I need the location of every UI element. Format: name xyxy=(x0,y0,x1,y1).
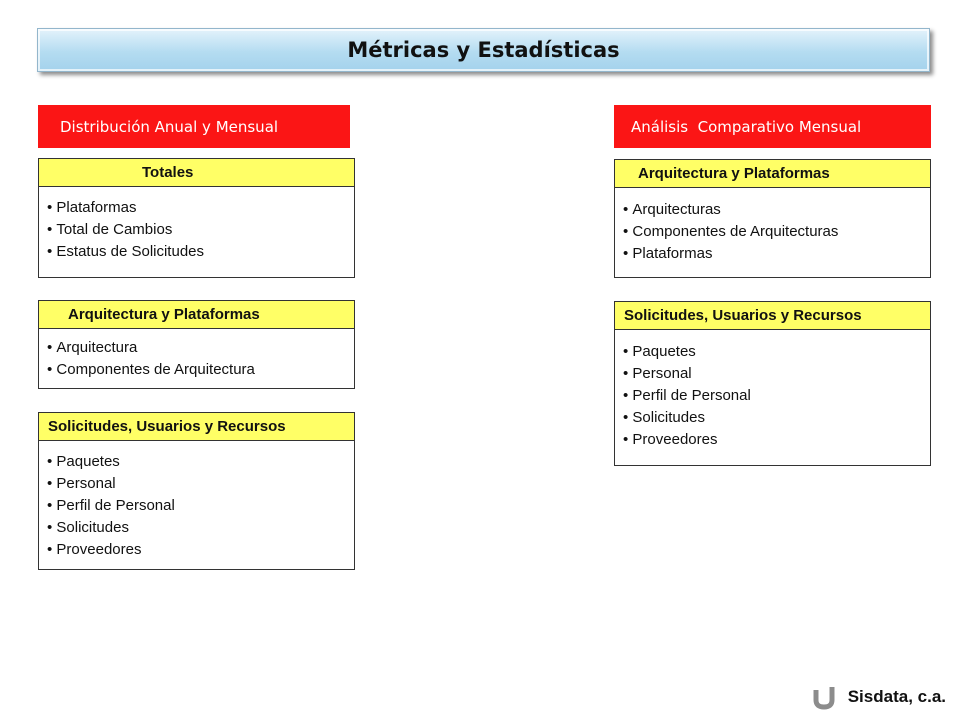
list-item: • Perfil de Personal xyxy=(623,385,930,407)
sisdata-logo-icon xyxy=(812,684,838,710)
list-item: • Proveedores xyxy=(623,429,930,451)
list-item: • Personal xyxy=(47,473,354,495)
left-section-header xyxy=(38,105,350,148)
list-item: • Solicitudes xyxy=(623,407,930,429)
list-item: • Estatus de Solicitudes xyxy=(47,241,354,263)
list-item: • Arquitecturas xyxy=(623,199,930,221)
card-arquitectura-left-title xyxy=(38,300,355,329)
card-solicitudes-right-list xyxy=(623,341,930,451)
right-section-header xyxy=(614,105,931,148)
list-item: • Plataformas xyxy=(623,243,930,265)
card-totales-title xyxy=(38,158,355,187)
card-totales-title-label: Totales xyxy=(142,164,194,181)
list-item: • Personal xyxy=(623,363,930,385)
card-arquitectura-right-body xyxy=(614,188,931,278)
right-section-header-label: Análisis Comparativo Mensual xyxy=(631,117,862,136)
list-item: • Paquetes xyxy=(623,341,930,363)
title-banner xyxy=(37,28,930,72)
page-title: Métricas y Estadísticas xyxy=(347,38,620,62)
left-section-header-label: Distribución Anual y Mensual xyxy=(60,117,279,136)
list-item: • Plataformas xyxy=(47,197,354,219)
card-solicitudes-right-title xyxy=(614,301,931,330)
footer xyxy=(812,684,946,710)
company-name: Sisdata, c.a. xyxy=(847,687,946,706)
card-arquitectura-left-title-label: Arquitectura y Plataformas xyxy=(68,306,260,323)
list-item: • Proveedores xyxy=(47,539,354,561)
list-item: • Arquitectura xyxy=(47,337,354,359)
list-item: • Perfil de Personal xyxy=(47,495,354,517)
card-totales-list xyxy=(47,197,354,263)
card-solicitudes-right-body xyxy=(614,330,931,466)
card-arquitectura-right-title-label: Arquitectura y Plataformas xyxy=(638,165,830,182)
card-arquitectura-left-body xyxy=(38,329,355,389)
card-arquitectura-right-list xyxy=(623,199,930,265)
card-totales-body xyxy=(38,187,355,278)
list-item: • Solicitudes xyxy=(47,517,354,539)
list-item: • Paquetes xyxy=(47,451,354,473)
card-solicitudes-left-body xyxy=(38,441,355,570)
card-solicitudes-left-title-label: Solicitudes, Usuarios y Recursos xyxy=(48,418,286,435)
list-item: • Componentes de Arquitectura xyxy=(47,359,354,381)
card-arquitectura-left-list xyxy=(47,337,354,381)
list-item: • Total de Cambios xyxy=(47,219,354,241)
card-solicitudes-left-list xyxy=(47,451,354,561)
card-solicitudes-left-title xyxy=(38,412,355,441)
card-solicitudes-right-title-label: Solicitudes, Usuarios y Recursos xyxy=(624,307,862,324)
card-arquitectura-right-title xyxy=(614,159,931,188)
list-item: • Componentes de Arquitecturas xyxy=(623,221,930,243)
